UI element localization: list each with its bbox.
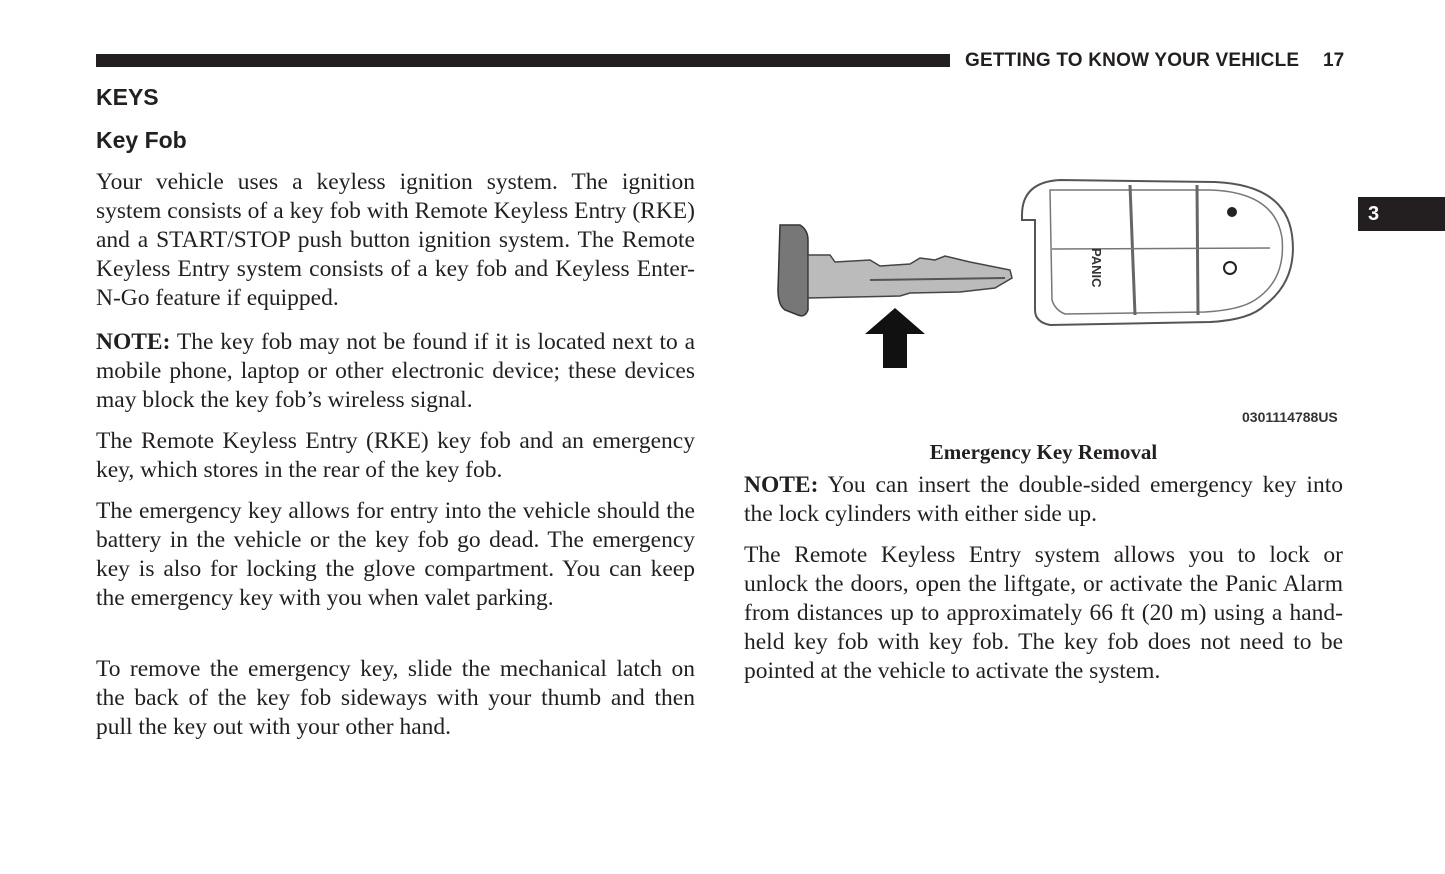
section-header: GETTING TO KNOW YOUR VEHICLE — [965, 50, 1300, 71]
section-heading: KEYS — [96, 84, 159, 110]
key-fob-illustration — [760, 160, 1360, 430]
fob-icon — [1022, 180, 1293, 325]
note-label: NOTE: — [96, 329, 171, 355]
note-text: You can insert the double-sided emergency key into the lock cylinders with either side up. — [744, 472, 1343, 527]
note-text: The key fob may not be found if it is located next to a mobile phone, laptop or other electronic device; these devices may block the key fob’s wireless signal. — [96, 329, 695, 413]
emergency-key-icon — [778, 225, 1012, 316]
subsection-heading: Key Fob — [96, 127, 187, 153]
paragraph-remove-key: To remove the emergency key, slide the mechanical latch on the back of the key fob sideways with your thumb and then pull the key out with your other hand. — [96, 656, 695, 740]
paragraph-rke-range: The Remote Keyless Entry system allows you to lock or unlock the doors, open the liftgate, or activate the Panic Alarm from distances up to approximately 66 ft (20 m) using a hand-held key fob with key fob. The key fob does not need to be pointed at the vehicle to activate the system. — [744, 542, 1343, 684]
paragraph-emergency-key: The emergency key allows for entry into the vehicle should the battery in the vehicle or the key fob go dead. The emergency key is also for locking the glove compartment. You can keep the emergency key with you when valet parking. — [96, 498, 695, 611]
figure-id: 0301114788US — [1242, 409, 1338, 425]
page-number: 17 — [1323, 50, 1345, 71]
chapter-tab: 3 — [1358, 197, 1445, 231]
note-paragraph — [96, 328, 695, 415]
unlock-icon — [1224, 262, 1236, 274]
note-label: NOTE: — [744, 472, 819, 498]
paragraph-rke: The Remote Keyless Entry (RKE) key fob and an emergency key, which stores in the rear of the key fob. — [96, 428, 695, 483]
lock-icon — [1227, 207, 1237, 217]
panic-label: PANIC — [1089, 248, 1104, 288]
arrow-up-icon — [865, 308, 925, 368]
figure-caption: Emergency Key Removal — [929, 440, 1158, 464]
note-paragraph-right — [744, 471, 1343, 529]
header-rule — [96, 54, 950, 67]
paragraph-intro: Your vehicle uses a keyless ignition system. The ignition system consists of a key fob with Remote Keyless Entry (RKE) and a START/STOP push button ignition system. The Remote Keyless Entry system consists of a key fob and Keyless Enter-N-Go feature if equipped. — [96, 169, 695, 311]
